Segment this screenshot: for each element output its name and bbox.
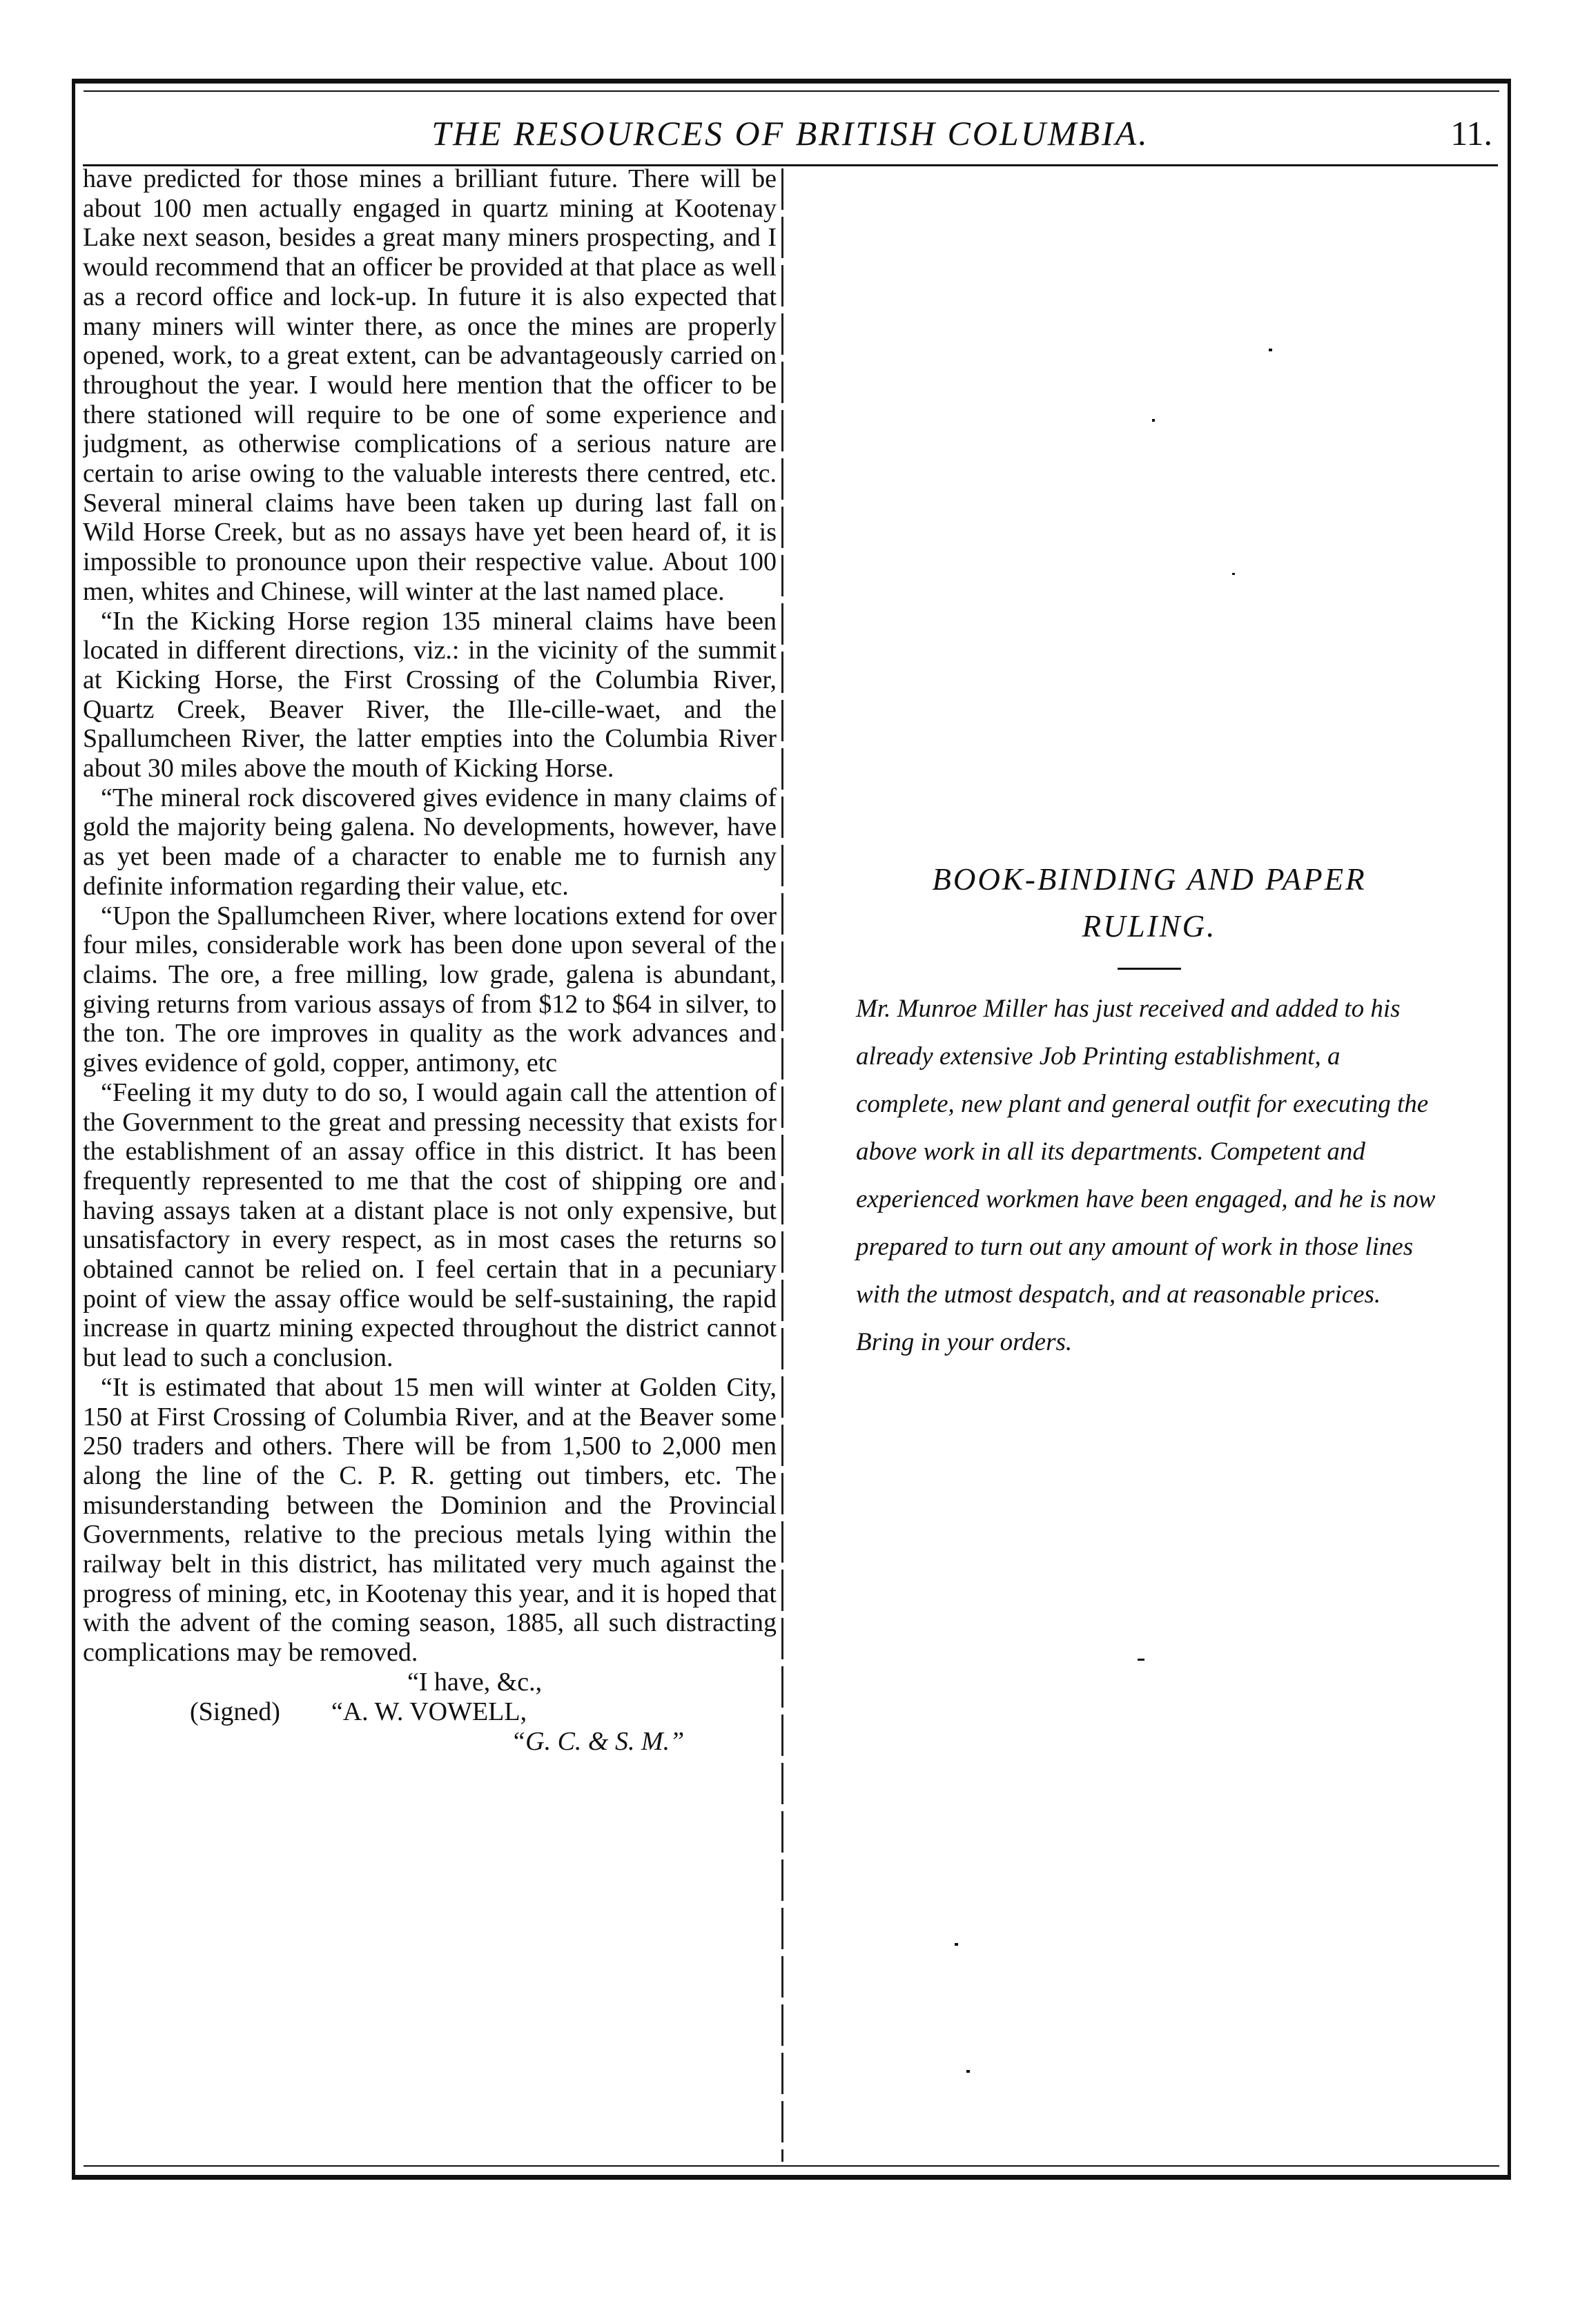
scan-speck (1269, 349, 1272, 351)
ad-divider (1118, 968, 1181, 970)
paragraph-3: “The mineral rock discovered gives evidence in many claims of gold the majority being galena. No developments, however, have as yet been made of a character to enable me to furnish any definite information regarding their value, etc. (83, 783, 777, 901)
header-title: THE RESOURCES OF BRITISH COLUMBIA. (431, 114, 1149, 153)
scan-speck (1152, 419, 1155, 422)
signature-line (83, 1697, 777, 1727)
scan-speck (955, 1943, 958, 1946)
scan-speck (966, 2070, 970, 2073)
signature-title: “G. C. & S. M.” (511, 1726, 685, 1756)
paragraph-4: “Upon the Spallumcheen River, where locations extend for over four miles, considerable work has been done upon several of the claims. The ore, a free milling, low grade, galena is abundant, giving returns from various assays of from $12 to $64 in silver, to the ton. The ore improves in quality as the work advances and gives evidence of gold, copper, antimony, etc (83, 901, 777, 1078)
paragraph-2: “In the Kicking Horse region 135 mineral claims have been located in different directions, viz.: in the vicinity of the summit at Kicking Horse, the First Crossing of the Columbia River, Quartz Creek, Beaver River, the Ille-cille-waet, and the Spallumcheen River, the latter empties into the Columbia River about 30 miles above the mouth of Kicking Horse. (83, 606, 777, 783)
signature-name: “A. W. VOWELL, (331, 1697, 527, 1726)
page-number: 11. (1450, 114, 1492, 153)
running-header (83, 109, 1498, 166)
signed-label: (Signed) (190, 1697, 280, 1726)
closing-line: “I have, &c., (407, 1667, 543, 1697)
scan-speck (1232, 573, 1235, 575)
scan-speck (1138, 1659, 1144, 1661)
ad-body: Mr. Munroe Miller has just received and added to his already extensive Job Printing establishment, a complete, new plant and general outfit for executing the above work in all its departments. Competent and experienced workmen have been engaged, and he is now prepared to turn out any amount of work in those lines with the utmost despatch, and at reasonable prices. Bring in your orders. (856, 995, 1436, 1356)
paragraph-1: have predicted for those mines a brilliant future. There will be about 100 men actually engaged in quartz mining at Kootenay Lake next season, besides a great many miners prospecting, and I would recommend that an officer be provided at that place as well as a record office and lock-up. In future it is also expected that many miners will winter there, as once the mines are properly opened, work, to a great extent, can be advantageously carried on throughout the year. I would here mention that the officer to be there stationed will require to be one of some experience and judgment, as otherwise complications of a serious nature are certain to arise owing to the valuable interests there centred, etc. Several mineral claims have been taken up during last fall on Wild Horse Creek, but as no assays have yet been heard of, it is impossible to pronounce upon their respective value. About 100 men, whites and Chinese, will winter at the last named place. (83, 164, 777, 606)
paragraph-6: “It is estimated that about 15 men will winter at Golden City, 150 at First Crossing of Columbia River, and at the Beaver some 250 traders and others. There will be from 1,500 to 2,000 men along the line of the C. P. R. getting out timbers, etc. The misunderstanding between the Dominion and the Provincial Governments, relative to the precious metals lying within the railway belt in this district, has militated very much against the progress of mining, etc, in Kootenay this year, and it is hoped that with the advent of the coming season, 1885, all such distracting complications may be removed. (83, 1372, 777, 1668)
ad-title-line-2: RULING. (1082, 909, 1217, 944)
advertisement (856, 856, 1443, 1366)
paragraph-5: “Feeling it my duty to do so, I would again call the attention of the Government to the great and pressing necessity that exists for the establishment of an assay office in this district. It has been frequently represented to me that the cost of shipping ore and having assays taken at a distant place is not only expensive, but unsatisfactory in every respect, as in most cases the returns so obtained cannot be relied on. I feel certain that in a pecuniary point of view the assay office would be self-sustaining, the rapid increase in quartz mining expected throughout the district cannot but lead to such a conclusion. (83, 1077, 777, 1373)
ad-title-line-1: BOOK-BINDING AND PAPER (932, 862, 1367, 897)
column-divider (781, 168, 783, 2162)
left-column (83, 164, 777, 2176)
article-body (83, 164, 777, 1668)
signoff-block (83, 1668, 777, 1757)
